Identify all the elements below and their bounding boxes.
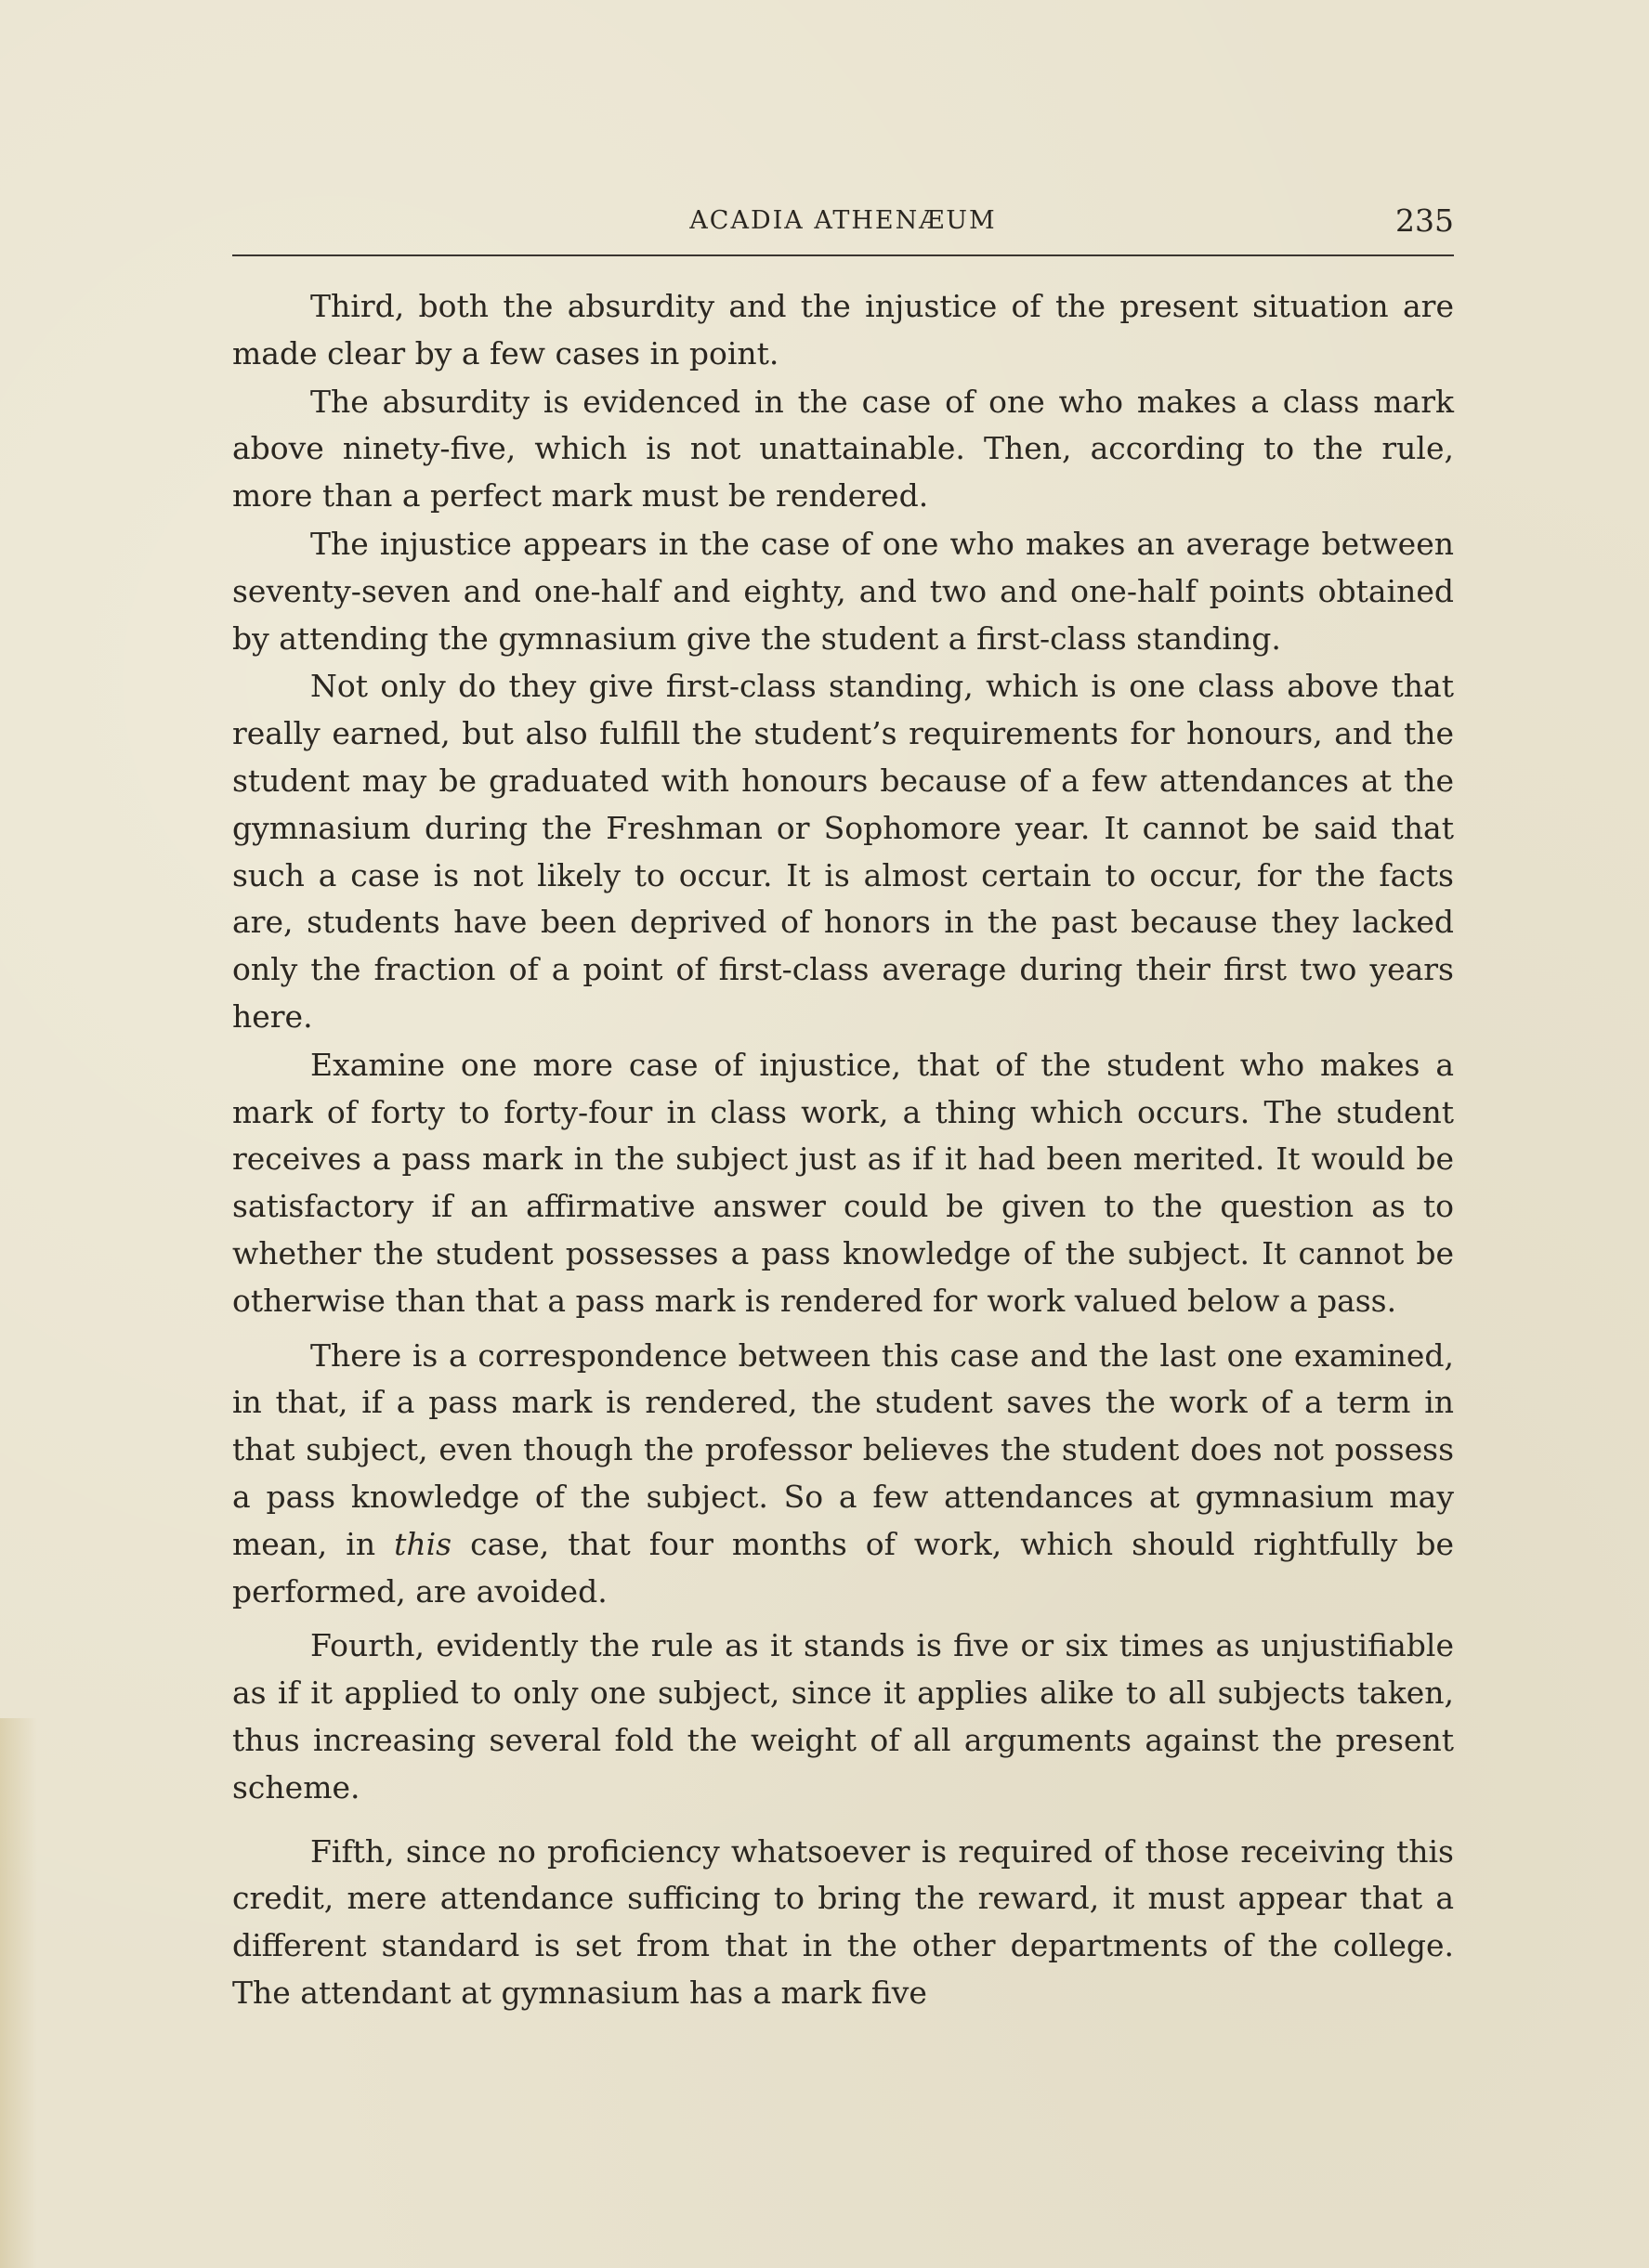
paragraph: Fourth, evidently the rule as it stands is five or six times as unjustifiable as if it applied to only one subject, since it applies alike to all subjects taken, thus increasing several fold the weight of all arguments against the present scheme. [232, 1627, 1454, 1805]
paragraph: The absurdity is evidenced in the case of one who makes a class mark above ninety-five, which is not unattainable. Then, according to the rule, more than a perfect mark must be rendered. [232, 383, 1454, 515]
paragraph-text: case, that four months of work, which should rightfully be performed, are avoided. [232, 1525, 1454, 1610]
paragraph [232, 1333, 1454, 1616]
paragraph-text: There is a correspondence between this case and the last one examined, in that, if a pass mark is rendered, the student saves the work of a term in that subject, even though the professor believes the student does not possess a pass knowledge of the subject. So a few attendances at gymnasium may mean, in [232, 1336, 1454, 1562]
paragraph: Not only do they give first-class standing, which is one class above that really earned, but also fulfill the student’s requirements for honours, and the student may be graduated with honours because of a few attendances at the gymnasium during the Freshman or Sophomore year. It cannot be said that such a case is not likely to occur. It is almost certain to occur, for the facts are, students have been deprived of honors in the past because they lacked only the fraction of a point of first-class average during their first two years here. [232, 668, 1454, 1035]
paragraph: Examine one more case of injustice, that of the student who makes a mark of forty to forty-four in class work, a thing which occurs. The student receives a pass mark in the subject just as if it had been merited. It would be satisfactory if an affirmative answer could be given to the question as to whether the student possesses a pass knowledge of the subject. It cannot be otherwise than that a pass mark is rendered for work valued below a pass. [232, 1046, 1454, 1319]
page-stain [0, 1718, 37, 2268]
paragraph: The injustice appears in the case of one who makes an average between seventy-seven and one-half and eighty, and two and one-half points obtained by attending the gymnasium give the student a first-class standing. [232, 525, 1454, 657]
running-title: ACADIA ATHENÆUM [689, 206, 997, 235]
page-header [232, 202, 1454, 254]
italic-word: this [394, 1525, 452, 1562]
paragraph: Fifth, since no proficiency whatsoever is required of those receiving this credit, mere attendance sufficing to bring the reward, it must appear that a different standard is set from that in the other departments of the college. The attendant at gymnasium has a mark five [232, 1832, 1454, 2011]
header-rule [232, 254, 1454, 256]
body-text [232, 283, 1454, 2018]
paragraph: Third, both the absurdity and the injustice of the present situation are made clear by a few cases in point. [232, 288, 1454, 371]
page-number: 235 [1395, 202, 1454, 239]
